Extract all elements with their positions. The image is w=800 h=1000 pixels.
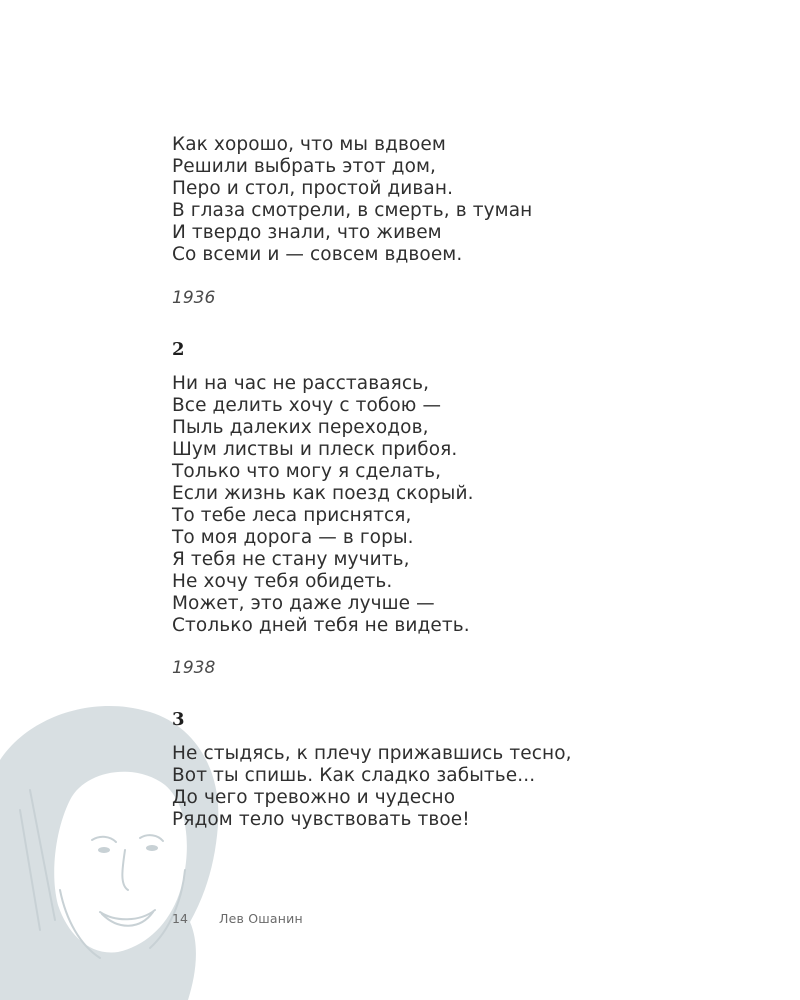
- poem-line: Если жизнь как поезд скорый.: [172, 483, 474, 504]
- poem-1-year: 1936: [172, 288, 216, 308]
- poem-line: Решили выбрать этот дом,: [172, 156, 437, 177]
- poem-line: Не стыдясь, к плечу прижавшись тесно,: [172, 743, 572, 764]
- poem-line: Вот ты спишь. Как сладко забытье...: [172, 765, 536, 786]
- poem-2-stanza: [172, 373, 772, 637]
- poem-line: Может, это даже лучше —: [172, 593, 435, 614]
- poem-line: То тебе леса приснятся,: [172, 505, 412, 526]
- poem-line: Не хочу тебя обидеть.: [172, 571, 393, 592]
- poem-line: В глаза смотрели, в смерть, в туман: [172, 200, 533, 221]
- page-number: 14: [172, 911, 188, 926]
- poem-line: Я тебя не стану мучить,: [172, 549, 410, 570]
- poem-3-stanza: [172, 743, 772, 831]
- poem-line: Столько дней тебя не видеть.: [172, 615, 470, 636]
- poem-line: Пыль далеких переходов,: [172, 417, 429, 438]
- poem-line: Ни на час не расставаясь,: [172, 373, 430, 394]
- running-footer-author: Лев Ошанин: [219, 911, 303, 926]
- poem-line: До чего тревожно и чудесно: [172, 787, 456, 808]
- poem-line: Как хорошо, что мы вдвоем: [172, 134, 446, 155]
- portrait-illustration: [0, 690, 240, 1000]
- poem-line: Все делить хочу с тобою —: [172, 395, 442, 416]
- poem-2-year: 1938: [172, 658, 216, 678]
- poem-line: Перо и стол, простой диван.: [172, 178, 454, 199]
- poem-1-stanza: [172, 134, 772, 266]
- poem-line: Со всеми и — совсем вдвоем.: [172, 244, 463, 265]
- poem-3-number: 3: [172, 709, 185, 730]
- poem-line: То моя дорога — в горы.: [172, 527, 414, 548]
- poem-line: Шум листвы и плеск прибоя.: [172, 439, 458, 460]
- poem-2-number: 2: [172, 339, 185, 360]
- poem-line: И твердо знали, что живем: [172, 222, 442, 243]
- poem-line: Рядом тело чувствовать твое!: [172, 809, 470, 830]
- poem-line: Только что могу я сделать,: [172, 461, 442, 482]
